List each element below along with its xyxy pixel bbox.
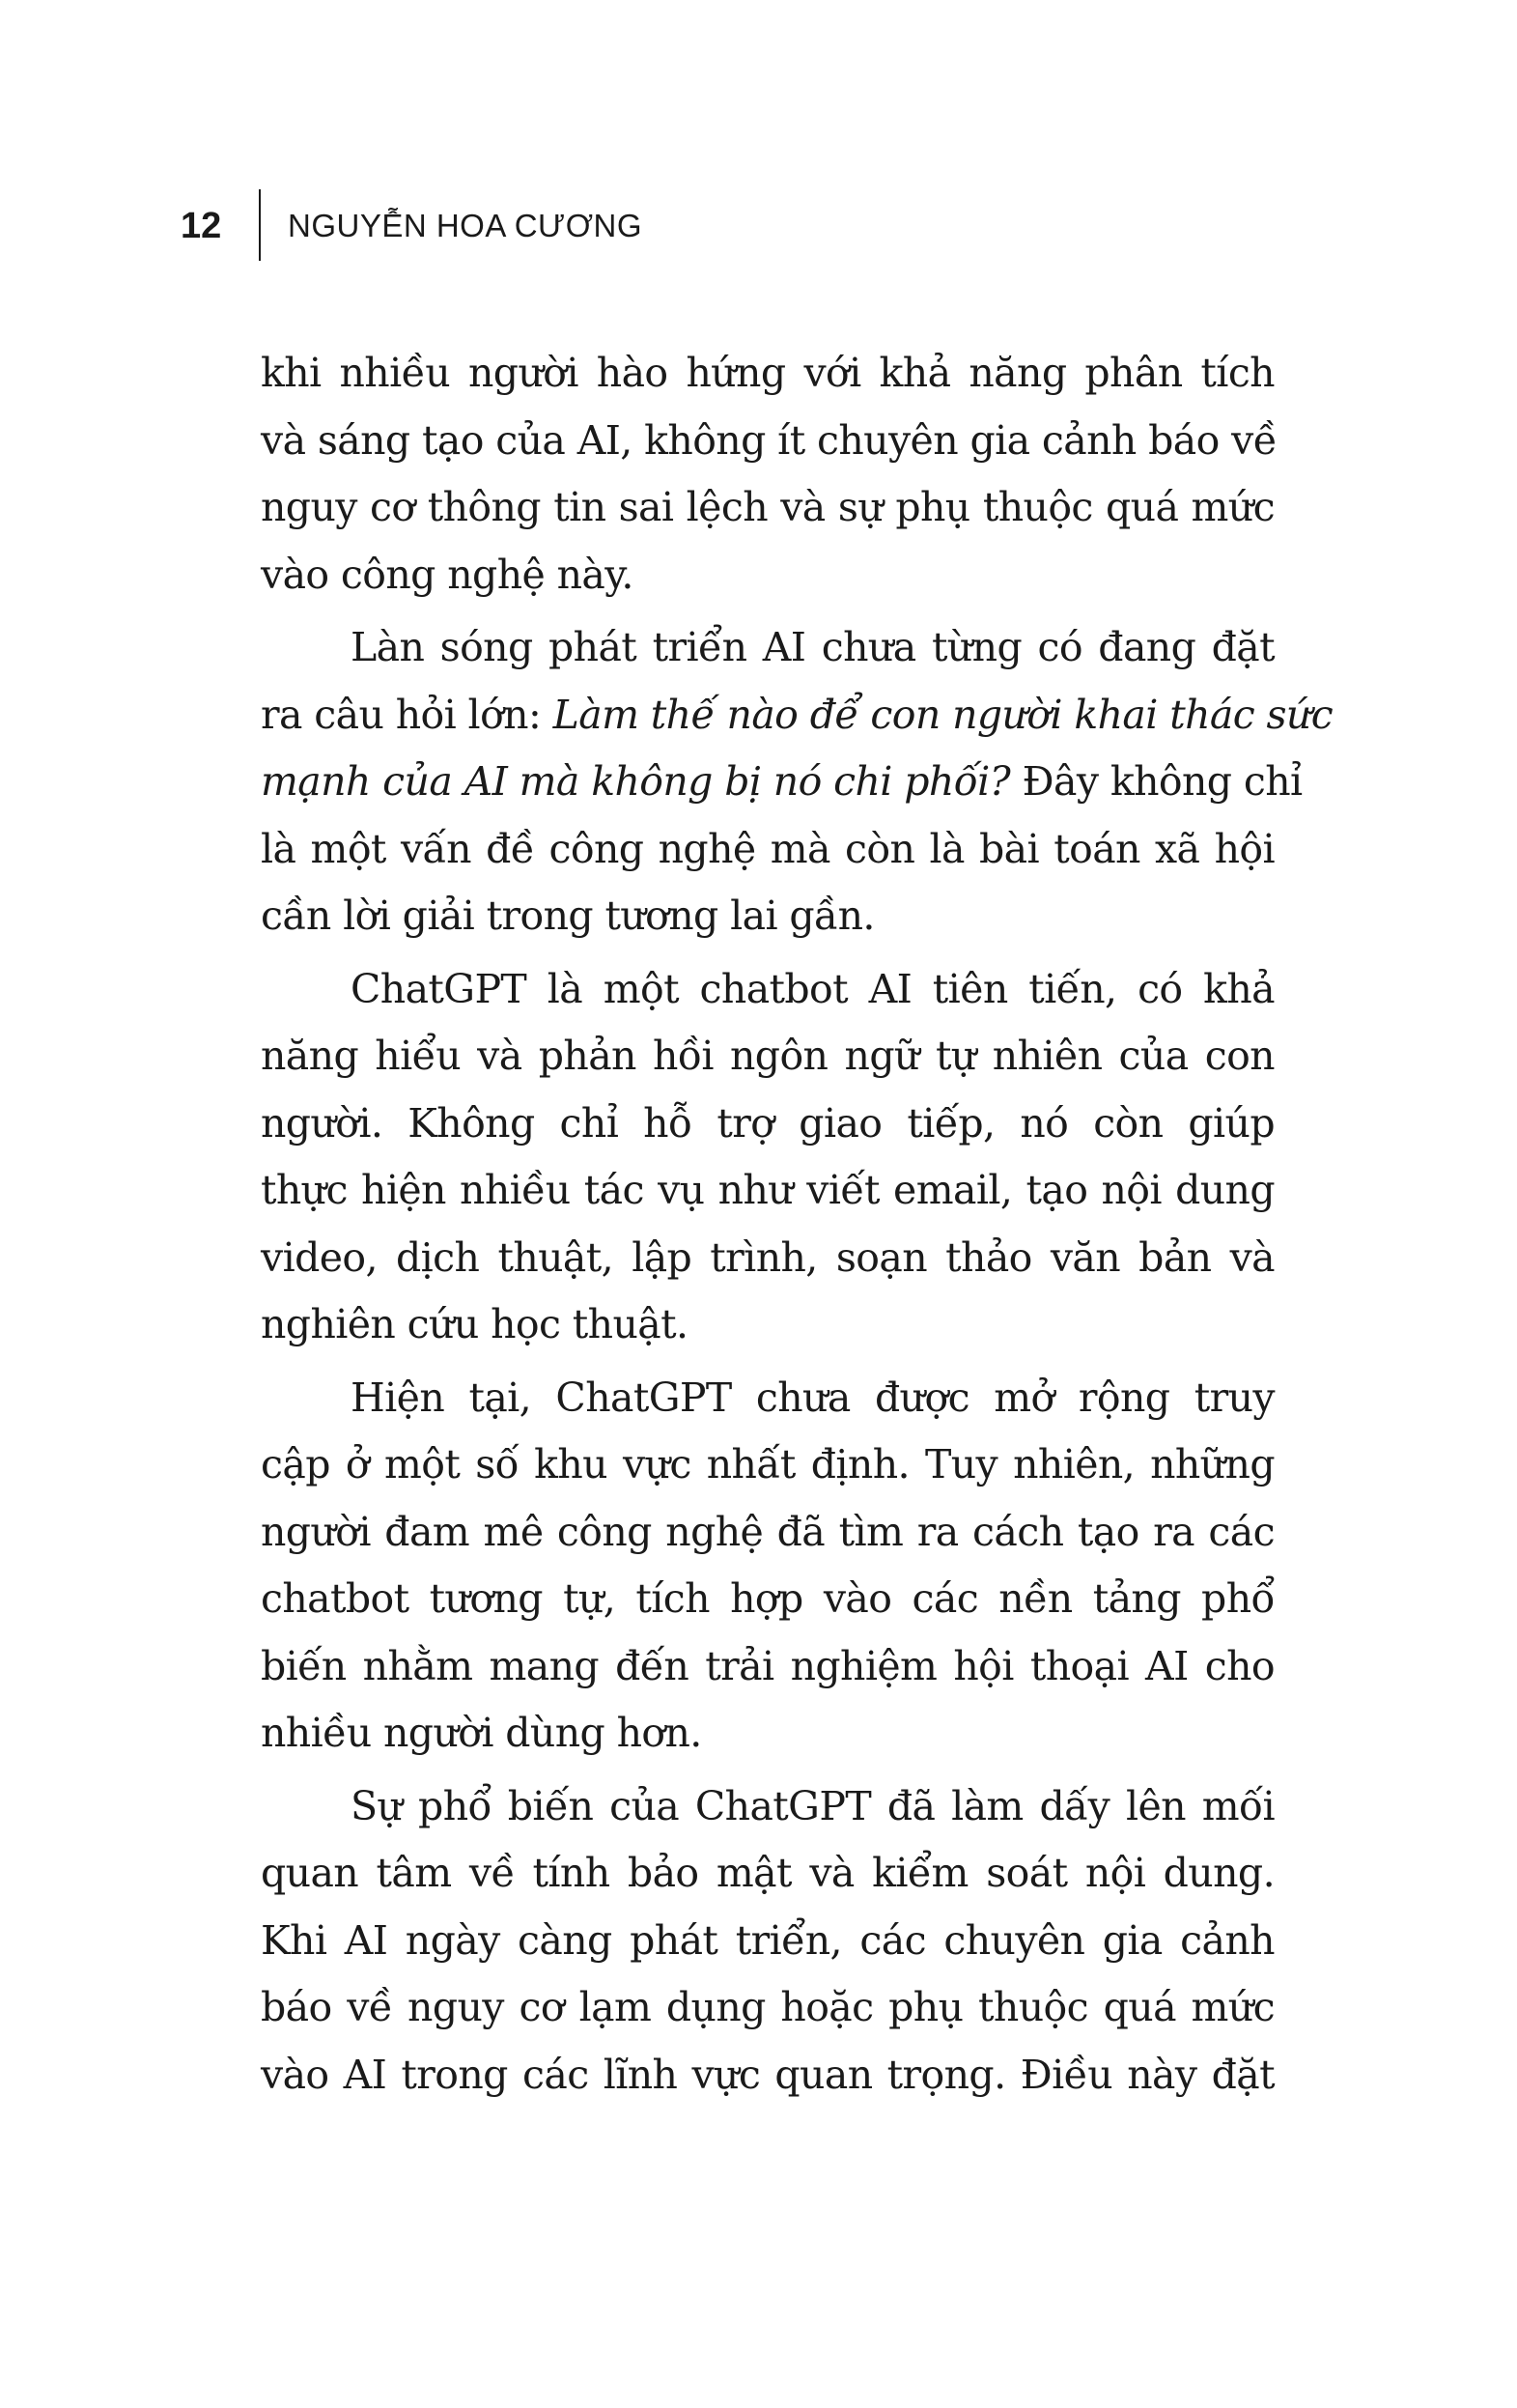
text-line: và sáng tạo của AI, không ít chuyên gia cảnh báo về — [261, 416, 1278, 464]
header-divider — [259, 189, 261, 261]
paragraph-1 — [261, 340, 1278, 609]
paragraph-3 — [261, 956, 1275, 1359]
text-line: quan tâm về tính bảo mật và kiểm soát nội dung. — [261, 1850, 1275, 1896]
italic-question: Làm thế nào để con người khai thác sức — [552, 691, 1334, 738]
text-line: vào công nghệ này. — [261, 551, 633, 598]
running-head-author: NGUYỄN HOA CƯƠNG — [288, 208, 643, 243]
text-line: người đam mê công nghệ đã tìm ra cách tạo ra các — [261, 1508, 1275, 1555]
text-line: người. Không chỉ hỗ trợ giao tiếp, nó còn giúp — [261, 1099, 1275, 1147]
text-line: video, dịch thuật, lập trình, soạn thảo văn bản và — [261, 1233, 1275, 1281]
text-line: chatbot tương tự, tích hợp vào các nền tảng phổ — [261, 1575, 1275, 1622]
page-number: 12 — [181, 206, 222, 246]
text-line: báo về nguy cơ lạm dụng hoặc phụ thuộc quá mức — [261, 1984, 1275, 2030]
text-run: ra câu hỏi lớn: — [261, 691, 553, 738]
text-line: nghiên cứu học thuật. — [261, 1301, 688, 1347]
text-line — [261, 682, 1334, 750]
text-line: cần lời giải trong tương lai gần. — [261, 892, 875, 939]
text-line: là một vấn đề công nghệ mà còn là bài toán xã hội — [261, 825, 1275, 872]
italic-question: mạnh của AI mà không bị nó chi phối? — [261, 758, 1011, 805]
text-line: Sự phổ biến của ChatGPT đã làm dấy lên mối — [351, 1782, 1275, 1829]
text-line: biến nhằm mang đến trải nghiệm hội thoại AI cho — [261, 1642, 1275, 1689]
text-line: năng hiểu và phản hồi ngôn ngữ tự nhiên của con — [261, 1033, 1275, 1079]
text-line: ChatGPT là một chatbot AI tiên tiến, có khả — [351, 965, 1275, 1012]
body-text — [261, 340, 1334, 2109]
text-line: vào AI trong các lĩnh vực quan trọng. Điều này đặt — [261, 2051, 1275, 2098]
text-line: thực hiện nhiều tác vụ như viết email, tạo nội dung — [261, 1167, 1275, 1213]
text-line — [261, 749, 1303, 816]
text-line: nguy cơ thông tin sai lệch và sự phụ thuộc quá mức — [261, 484, 1275, 530]
page-header — [0, 0, 1517, 290]
paragraph-2 — [261, 614, 1334, 950]
text-run: Đây không chỉ — [1010, 758, 1303, 805]
text-line: nhiều người dùng hơn. — [261, 1710, 702, 1756]
paragraph-5 — [261, 1773, 1275, 2110]
text-line: cập ở một số khu vực nhất định. Tuy nhiên, những — [261, 1441, 1275, 1487]
paragraph-4 — [261, 1365, 1275, 1768]
text-line: Khi AI ngày càng phát triển, các chuyên gia cảnh — [261, 1916, 1275, 1964]
text-line: khi nhiều người hào hứng với khả năng phân tích — [261, 350, 1275, 396]
text-line: Làn sóng phát triển AI chưa từng có đang đặt — [351, 624, 1275, 670]
text-line: Hiện tại, ChatGPT chưa được mở rộng truy — [351, 1374, 1275, 1421]
